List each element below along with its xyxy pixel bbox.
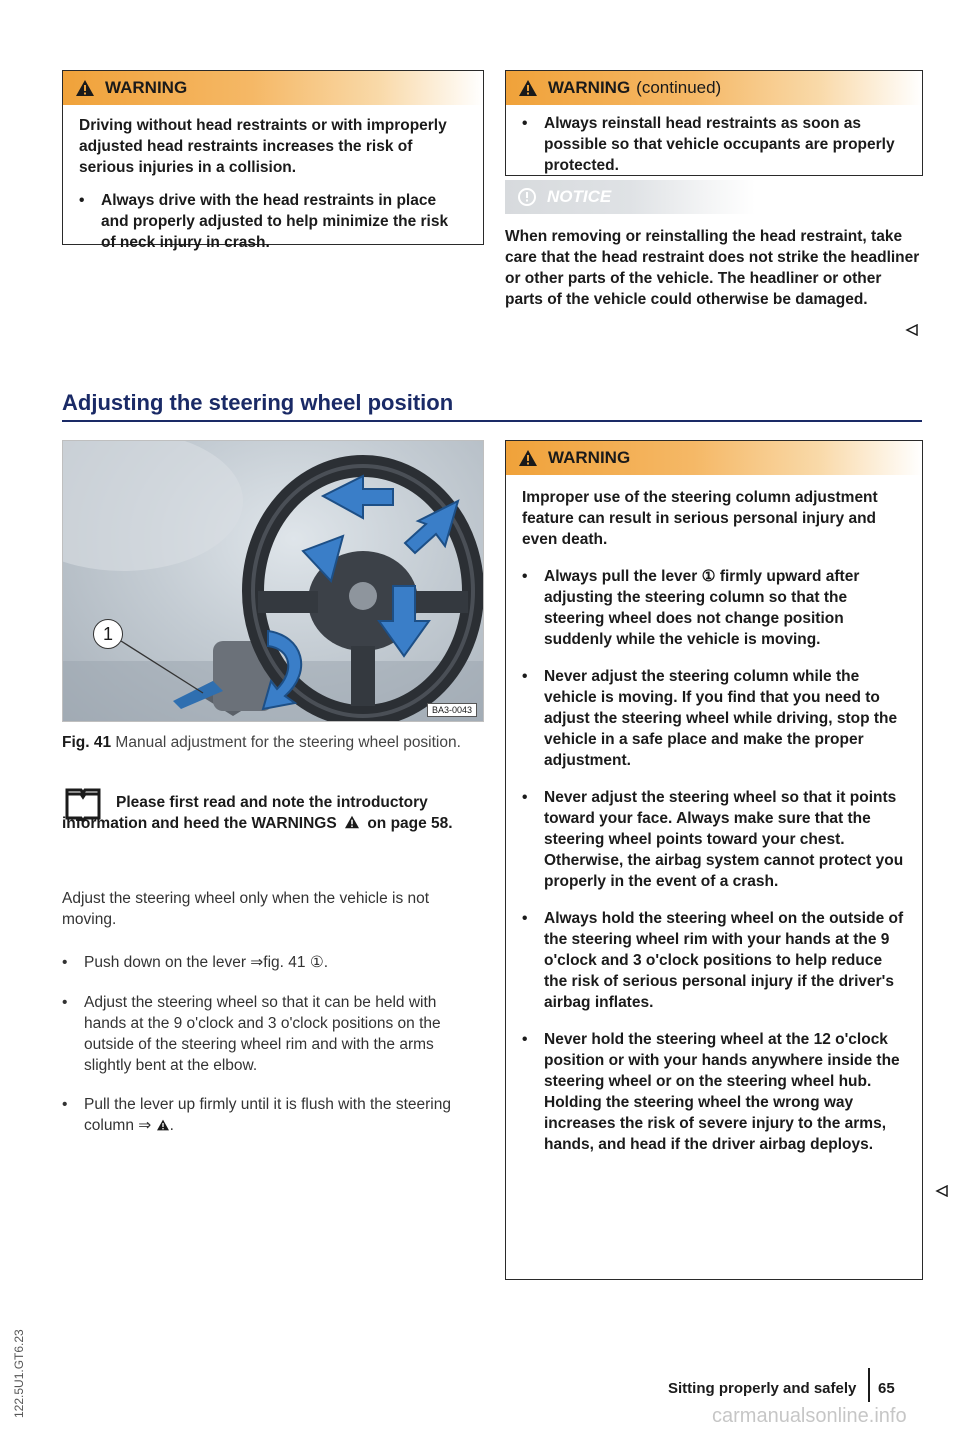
bullet-icon: • bbox=[522, 1031, 528, 1048]
figure-code-text: BA3-0043 bbox=[431, 705, 472, 715]
bullet-icon: • bbox=[62, 1096, 68, 1113]
warning-bullet-text: Never adjust the steering wheel so that it points toward your face. Always make sure that the steering wheel points toward your chest. Otherwise, the airbag system cannot protect you properly in the event of a crash. bbox=[544, 789, 904, 890]
steering-wheel-illustration bbox=[63, 441, 484, 722]
warning-header bbox=[63, 71, 483, 105]
body-bullet bbox=[62, 1094, 477, 1136]
body-bullet-text: Adjust the steering wheel so that it can be held with hands at the 9 o'clock and 3 o'clock positions on the outside of the steering wheel rim and with the arms slightly bent at the elbow. bbox=[84, 994, 441, 1074]
bullet-icon: • bbox=[522, 115, 528, 132]
warning-bullet-text: Always hold the steering wheel on the outside of the steering wheel rim with your hands at the 9 o'clock and 3 o'clock positions to help reduce the risk of serious personal injury if the driver's airbag inflates. bbox=[544, 910, 904, 1011]
notice-title: NOTICE bbox=[547, 187, 612, 206]
warning-triangle-icon bbox=[156, 1119, 170, 1131]
end-of-section-icon bbox=[905, 324, 919, 336]
notice-text: When removing or reinstalling the head restraint, take care that the head restraint does not strike the headliner or other parts of the vehicle. The headliner or other parts of the vehicle could otherwise be damaged. bbox=[505, 228, 920, 308]
warning-box-continued bbox=[505, 70, 923, 176]
intro-page-ref[interactable]: on page 58. bbox=[367, 815, 453, 832]
figure-caption bbox=[62, 732, 484, 753]
body-bullet bbox=[62, 952, 477, 973]
warning-continued: (continued) bbox=[636, 78, 722, 97]
warning-paragraph: Driving without head restraints or with improperly adjusted head restraints increases the risk of serious injuries in a collision. bbox=[79, 117, 447, 176]
intro-text-main: Please first read and note the introductory information and heed the WARNINGS bbox=[62, 794, 428, 832]
side-document-code: 122.5U1.GT6.23 bbox=[12, 1329, 26, 1418]
page-number: 65 bbox=[878, 1380, 895, 1397]
bullet-icon: • bbox=[522, 568, 528, 585]
bullet-icon: • bbox=[79, 192, 85, 209]
warning-bullet-text: Never hold the steering wheel at the 12 o'clock position or with your hands anywhere inside the steering wheel or on the steering wheel hub. Holding the steering wheel the wrong way increases the risk of severe injury to the arms, hands, and head if the driver airbag deploys. bbox=[544, 1031, 900, 1153]
bullet-icon: • bbox=[62, 954, 68, 971]
warning-triangle-icon bbox=[344, 815, 360, 829]
section-divider bbox=[62, 420, 922, 422]
figure-code bbox=[427, 703, 477, 717]
footer-section-name: Sitting properly and safely bbox=[668, 1380, 857, 1397]
warning-bullet-text: Never adjust the steering column while the vehicle is moving. If you find that you need to adjust the steering wheel while driving, stop the vehicle in a safe place and make the proper adjustment. bbox=[544, 668, 898, 769]
body-paragraph: Adjust the steering wheel only when the vehicle is not moving. bbox=[62, 890, 430, 928]
warning-bullet-text: Always pull the lever ① firmly upward after adjusting the steering column so that the steering wheel does not change position suddenly while the vehicle is moving. bbox=[544, 568, 860, 648]
warning-paragraph: Improper use of the steering column adjustment feature can result in serious personal injury and even death. bbox=[522, 489, 878, 548]
watermark: carmanualsonline.info bbox=[712, 1405, 907, 1427]
warning-bullet bbox=[522, 787, 906, 892]
warning-bullet bbox=[522, 908, 906, 1013]
warning-bullet bbox=[522, 113, 906, 176]
warning-bullet bbox=[522, 1029, 906, 1155]
bullet-icon: • bbox=[62, 994, 68, 1011]
warning-bullet bbox=[79, 190, 467, 253]
end-of-section-icon bbox=[935, 1185, 949, 1197]
warning-triangle-icon bbox=[518, 79, 538, 97]
warning-header bbox=[506, 441, 922, 475]
warning-bullet-text: Always drive with the head restraints in place and properly adjusted to help minimize the risk of neck injury in crash. bbox=[101, 192, 449, 251]
body-bullet bbox=[62, 992, 477, 1076]
steering-wheel-figure bbox=[62, 440, 484, 722]
warning-title: WARNING bbox=[548, 78, 631, 97]
bullet-icon: • bbox=[522, 668, 528, 685]
warning-bullet-text: Always reinstall head restraints as soon as possible so that vehicle occupants are properly protected. bbox=[544, 115, 895, 174]
figure-label: Fig. 41 bbox=[62, 734, 112, 751]
warning-triangle-icon bbox=[518, 449, 538, 467]
warning-box-steering bbox=[505, 440, 923, 1280]
warning-bullet bbox=[522, 666, 906, 771]
notice-header bbox=[505, 180, 755, 214]
body-bullet-text: Pull the lever up firmly until it is flush with the steering column ⇒ bbox=[84, 1096, 451, 1134]
warning-bullet bbox=[522, 566, 906, 650]
callout-1 bbox=[93, 619, 123, 649]
intro-text bbox=[62, 792, 484, 834]
section-title: Adjusting the steering wheel position bbox=[62, 390, 454, 415]
warning-header bbox=[506, 71, 922, 105]
info-circle-icon bbox=[517, 187, 537, 207]
callout-number: 1 bbox=[102, 623, 113, 644]
body-bullet-text: Push down on the lever ⇒fig. 41 ①. bbox=[84, 954, 329, 971]
figure-caption-text: Manual adjustment for the steering wheel position. bbox=[115, 734, 461, 751]
bullet-icon: • bbox=[522, 789, 528, 806]
bullet-icon: • bbox=[522, 910, 528, 927]
warning-triangle-icon bbox=[75, 79, 95, 97]
warning-title: WARNING bbox=[548, 448, 631, 467]
warning-box-head-restraints bbox=[62, 70, 484, 251]
period: . bbox=[169, 1117, 174, 1134]
footer-divider bbox=[868, 1368, 870, 1402]
warning-title: WARNING bbox=[105, 78, 188, 97]
